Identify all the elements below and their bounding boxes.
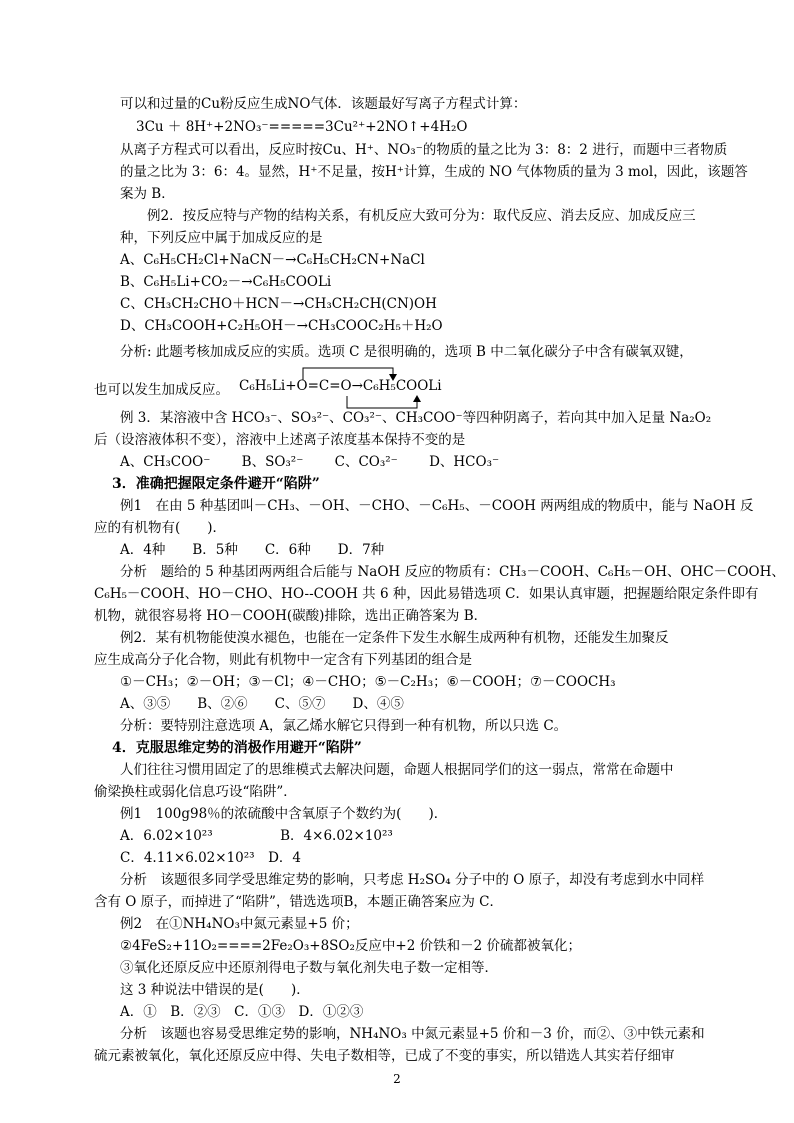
text-line: 硫元素被氧化，氧化还原反应中得、失电子数相等，已成了不变的事实，所以错选人其实若仔细审	[94, 1048, 675, 1064]
analysis-text: 分析: 此题考核加成反应的实质。选项 C 是很明确的，选项 B 中二氧化碳分子中含有碳氧双键，	[120, 344, 693, 360]
section-heading: 3．准确把握限定条件避开“陷阱”	[112, 476, 320, 492]
page-number: 2	[393, 1072, 401, 1086]
text-line: 后（设溶液体积不变），溶液中上述离子浓度基本保持不变的是	[94, 432, 466, 448]
group-list: ①－CH₃；②－OH；③－Cl；④－CHO；⑤－C₂H₃；⑥－COOH；⑦－COOCH₃	[120, 674, 616, 690]
text-line: 种，下列反应中属于加成反应的是	[120, 230, 323, 246]
option-a: A、C₆H₅CH₂Cl+NaCN－→C₆H₅CH₂CN+NaCl	[120, 252, 425, 268]
chemical-equation-diagram	[239, 364, 479, 412]
text-line: 也可以发生加成反应。	[94, 382, 229, 398]
analysis-text: 分析 该题很多同学受思维定势的影响，只考虑 H₂SO₄ 分子中的 O 原子，却没有考虑到水中同样	[120, 872, 705, 888]
options-line: A、CH₃COO⁻ B、SO₃²⁻ C、CO₃²⁻ D、HCO₃⁻	[120, 454, 500, 470]
text-line: 这 3 种说法中错误的是( )．	[120, 982, 310, 998]
option-b: B、C₆H₅Li+CO₂－→C₆H₅COOLi	[120, 274, 332, 290]
text-line: 偷梁换柱或弱化信息巧设“陷阱”．	[94, 784, 297, 800]
text-line: 人们往往习惯用固定了的思维模式去解决问题，命题人根据同学们的这一弱点，常常在命题中	[120, 762, 674, 778]
section-heading: 4．克服思维定势的消极作用避开“陷阱”	[112, 740, 362, 756]
analysis-text: 分析 题给的 5 种基团两两组合后能与 NaOH 反应的物质有：CH₃－COOH、C₆H₅－OH、OHC－COOH、	[120, 564, 785, 580]
chemical-equation-text: C₆H₅Li+O=C=O→C₆H₅COOLi	[239, 378, 442, 394]
text-line: 的量之比为 3：6：4。显然，H⁺不足量，按H⁺计算，生成的 NO 气体物质的量为 3 mol，因此，该题答	[120, 164, 748, 180]
options-line: A．4种 B．5种 C．6种 D．7种	[120, 542, 385, 558]
options-line: A、③⑤ B、②⑥ C、⑤⑦ D、④⑤	[120, 696, 404, 712]
text-line: 应生成高分子化合物，则此有机物中一定含有下列基团的组合是	[94, 652, 472, 668]
example-heading: 例1 在由 5 种基团叫－CH₃、－OH、－CHO、－C₆H₅、－COOH 两两组成的物质中，能与 NaOH 反	[120, 498, 754, 514]
option-c: C、CH₃CH₂CHO＋HCN－→CH₃CH₂CH(CN)OH	[120, 296, 437, 312]
text-line: 从离子方程式可以看出，反应时按Cu、H⁺、NO₃⁻的物质的量之比为 3：8：2 进行，而题中三者物质	[120, 142, 728, 158]
options-line: C．4.11×6.02×10²³ D．4	[120, 850, 301, 866]
text-line: C₆H₅－COOH、HO－CHO、HO--COOH 共 6 种，因此易错选项 C．如果认真审题，把握题给限定条件即有	[94, 586, 759, 602]
analysis-text: 分析 该题也容易受思维定势的影响，NH₄NO₃ 中氮元素显+5 价和－3 价，而②、③中铁元素和	[120, 1026, 705, 1042]
statement-line: ②4FeS₂+11O₂====2Fe₂O₃+8SO₂反应中+2 价铁和－2 价硫都被氧化；	[120, 938, 581, 954]
options-line: A．① B．②③ C．①③ D．①②③	[120, 1004, 364, 1020]
option-d: D、CH₃COOH+C₂H₅OH－→CH₃COOC₂H₅＋H₂O	[120, 318, 443, 334]
text-line: 案为 B．	[120, 186, 175, 202]
example-heading: 例2 在①NH₄NO₃中氮元素显+5 价；	[120, 916, 359, 932]
example-heading: 例1 100g98％的浓硫酸中含氧原子个数约为( )．	[120, 806, 448, 822]
example-heading: 例2．按反应特与产物的结构关系，有机反应大致可分为：取代反应、消去反应、加成反应三	[147, 208, 696, 224]
text-line: 机物，就很容易将 HO－COOH(碳酸)排除，选出正确答案为 B．	[94, 608, 488, 624]
ion-equation: 3Cu ＋ 8H⁺+2NO₃⁻=====3Cu²⁺+2NO↑+4H₂O	[136, 119, 468, 135]
analysis-text: 分析：要特别注意选项 A，氯乙烯水解它只得到一种有机物，所以只选 C。	[120, 718, 568, 734]
text-line: 含有 O 原子，而掉进了“陷阱”，错选选项B，本题正确答案应为 C．	[94, 894, 503, 910]
example-heading: 例2．某有机物能使溴水褪色，也能在一定条件下发生水解生成两种有机物，还能发生加聚反	[120, 630, 669, 646]
example-heading: 例 3．某溶液中含 HCO₃⁻、SO₃²⁻、CO₃²⁻、CH₃COO⁻等四种阴离子，若向其中加入足量 Na₂O₂	[120, 410, 712, 426]
options-line: A．6.02×10²³ B．4×6.02×10²³	[120, 828, 393, 844]
text-line: 可以和过量的Cu粉反应生成NO气体．该题最好写离子方程式计算：	[120, 96, 527, 112]
text-line: 应的有机物有( )．	[94, 520, 227, 536]
statement-line: ③氧化还原反应中还原剂得电子数与氧化剂失电子数一定相等．	[120, 960, 498, 976]
